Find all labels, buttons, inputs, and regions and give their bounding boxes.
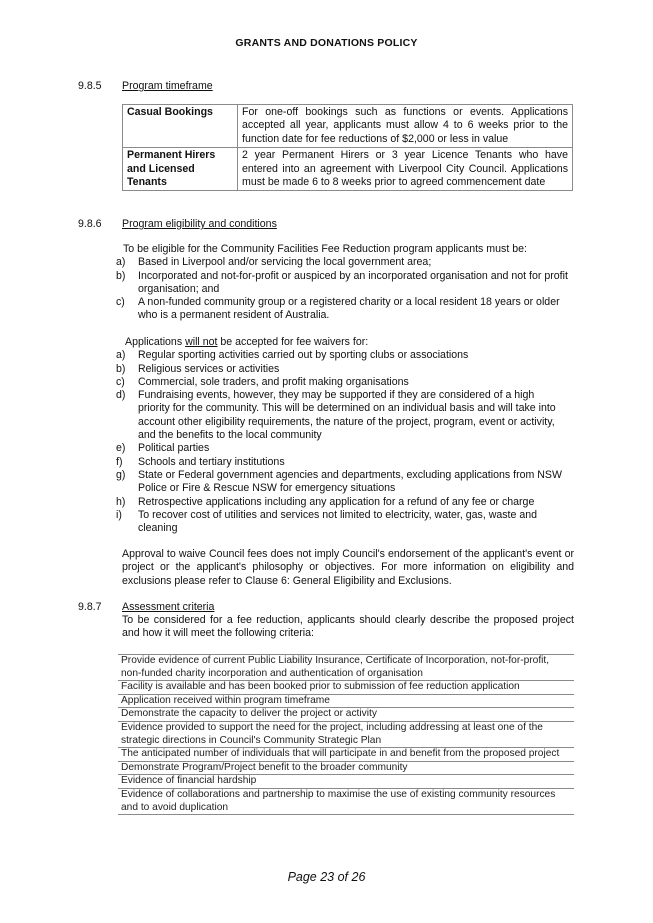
approval-note: Approval to waive Council fees does not imply Council's endorsement of the applicant's event or project or the applicant's philosophy or objectives. For more information on eligibility and exclusions please refer to Clause 6: General Eligibility and Exclusions. — [122, 548, 574, 587]
list-item: h) Retrospective applications including any application for a refund of any fee or charge — [116, 495, 535, 508]
section-number: 9.8.6 — [78, 218, 102, 230]
criterion: Demonstrate Program/Project benefit to the broader community — [118, 761, 574, 775]
section-title: Program timeframe — [122, 80, 213, 92]
criterion: Provide evidence of current Public Liability Insurance, Certificate of Incorporation, not-for-profit, non-funded charity incorporation and authentication of organisation — [118, 655, 574, 681]
section-title: Assessment criteria — [122, 601, 215, 613]
section-number: 9.8.5 — [78, 80, 102, 92]
list-item: b) Incorporated and not-for-profit or auspiced by an incorporated organisation and not for profit organisation; and — [116, 269, 568, 295]
row-value: For one-off bookings such as functions or events. Applications accepted all year, applicants must allow 4 to 6 weeks prior to the function date for fee reductions of $2,000 or less in value — [238, 105, 573, 148]
criterion: The anticipated number of individuals that will participate in and benefit from the proposed project — [118, 748, 574, 762]
table-row — [118, 655, 574, 681]
table-row — [118, 788, 574, 814]
eligibility-block — [116, 243, 574, 323]
row-key: Casual Bookings — [123, 105, 238, 148]
table-row — [123, 148, 573, 191]
list-item: i) To recover cost of utilities and services not limited to electricity, water, gas, waste and cleaning — [116, 508, 538, 535]
eligibility-list — [116, 256, 568, 322]
page-number: Page 23 of 26 — [287, 870, 366, 884]
criterion: Evidence provided to support the need for the project, including addressing at least one of the strategic directions in Council's Community Strategic Plan — [118, 721, 574, 747]
exclusions-intro: Applications will not be accepted for fee waivers for: — [125, 336, 369, 348]
exclusions-list — [116, 349, 568, 535]
criterion: Demonstrate the capacity to deliver the project or activity — [118, 708, 574, 722]
row-key: Permanent Hirers and Licensed Tenants — [123, 148, 238, 191]
table-row — [118, 681, 574, 695]
list-item: e) Political parties — [116, 442, 210, 455]
document-header: GRANTS AND DONATIONS POLICY — [235, 37, 418, 49]
section-title: Program eligibility and conditions — [122, 218, 277, 230]
section-9-8-5-heading — [78, 80, 213, 92]
row-value: 2 year Permanent Hirers or 3 year Licence Tenants who have entered into an agreement with Liverpool City Council. Applications must be made 6 to 8 weeks prior to agreed commencement date — [238, 148, 573, 191]
list-item: f) Schools and tertiary institutions — [116, 455, 285, 468]
table-row — [118, 761, 574, 775]
assessment-criteria-table — [118, 654, 574, 815]
list-item: a) Regular sporting activities carried out by sporting clubs or associations — [116, 349, 469, 362]
table-row — [118, 748, 574, 762]
exclusions-block — [116, 336, 574, 535]
section-number: 9.8.7 — [78, 601, 102, 613]
section-9-8-7-heading — [78, 601, 214, 613]
eligibility-intro: To be eligible for the Community Facilities Fee Reduction program applicants must be: — [123, 243, 527, 255]
list-item: a) Based in Liverpool and/or servicing the local government area; — [116, 256, 432, 269]
criterion: Facility is available and has been booked prior to submission of fee reduction application — [118, 681, 574, 695]
criterion: Evidence of collaborations and partnership to maximise the use of existing community resources and to avoid duplication — [118, 788, 574, 814]
program-timeframe-table — [122, 104, 573, 191]
assessment-intro: To be considered for a fee reduction, applicants should clearly describe the proposed project and how it will meet the following criteria: — [122, 614, 574, 640]
section-9-8-6-heading — [78, 218, 277, 230]
criterion: Evidence of financial hardship — [118, 775, 574, 789]
list-item: c) Commercial, sole traders, and profit making organisations — [116, 375, 409, 388]
table-row — [118, 775, 574, 789]
table-row — [123, 105, 573, 148]
list-item: b) Religious services or activities — [116, 362, 280, 375]
criterion: Application received within program timeframe — [118, 694, 574, 708]
table-row — [118, 708, 574, 722]
list-item: g) State or Federal government agencies and departments, excluding applications from NSW Police or Fire & Rescue NSW for emergency situations — [116, 468, 562, 495]
list-item: d) Fundraising events, however, they may be supported if they are considered of a high priority for the community. This will be determined on an individual basis and will take into account other eligibility requirements, the nature of the project, program, event or activity, and the benefits to the local community — [116, 389, 556, 442]
table-row — [118, 721, 574, 747]
list-item: c) A non-funded community group or a registered charity or a local resident 18 years or older who is a permanent resident of Australia. — [116, 296, 560, 322]
table-row — [118, 694, 574, 708]
